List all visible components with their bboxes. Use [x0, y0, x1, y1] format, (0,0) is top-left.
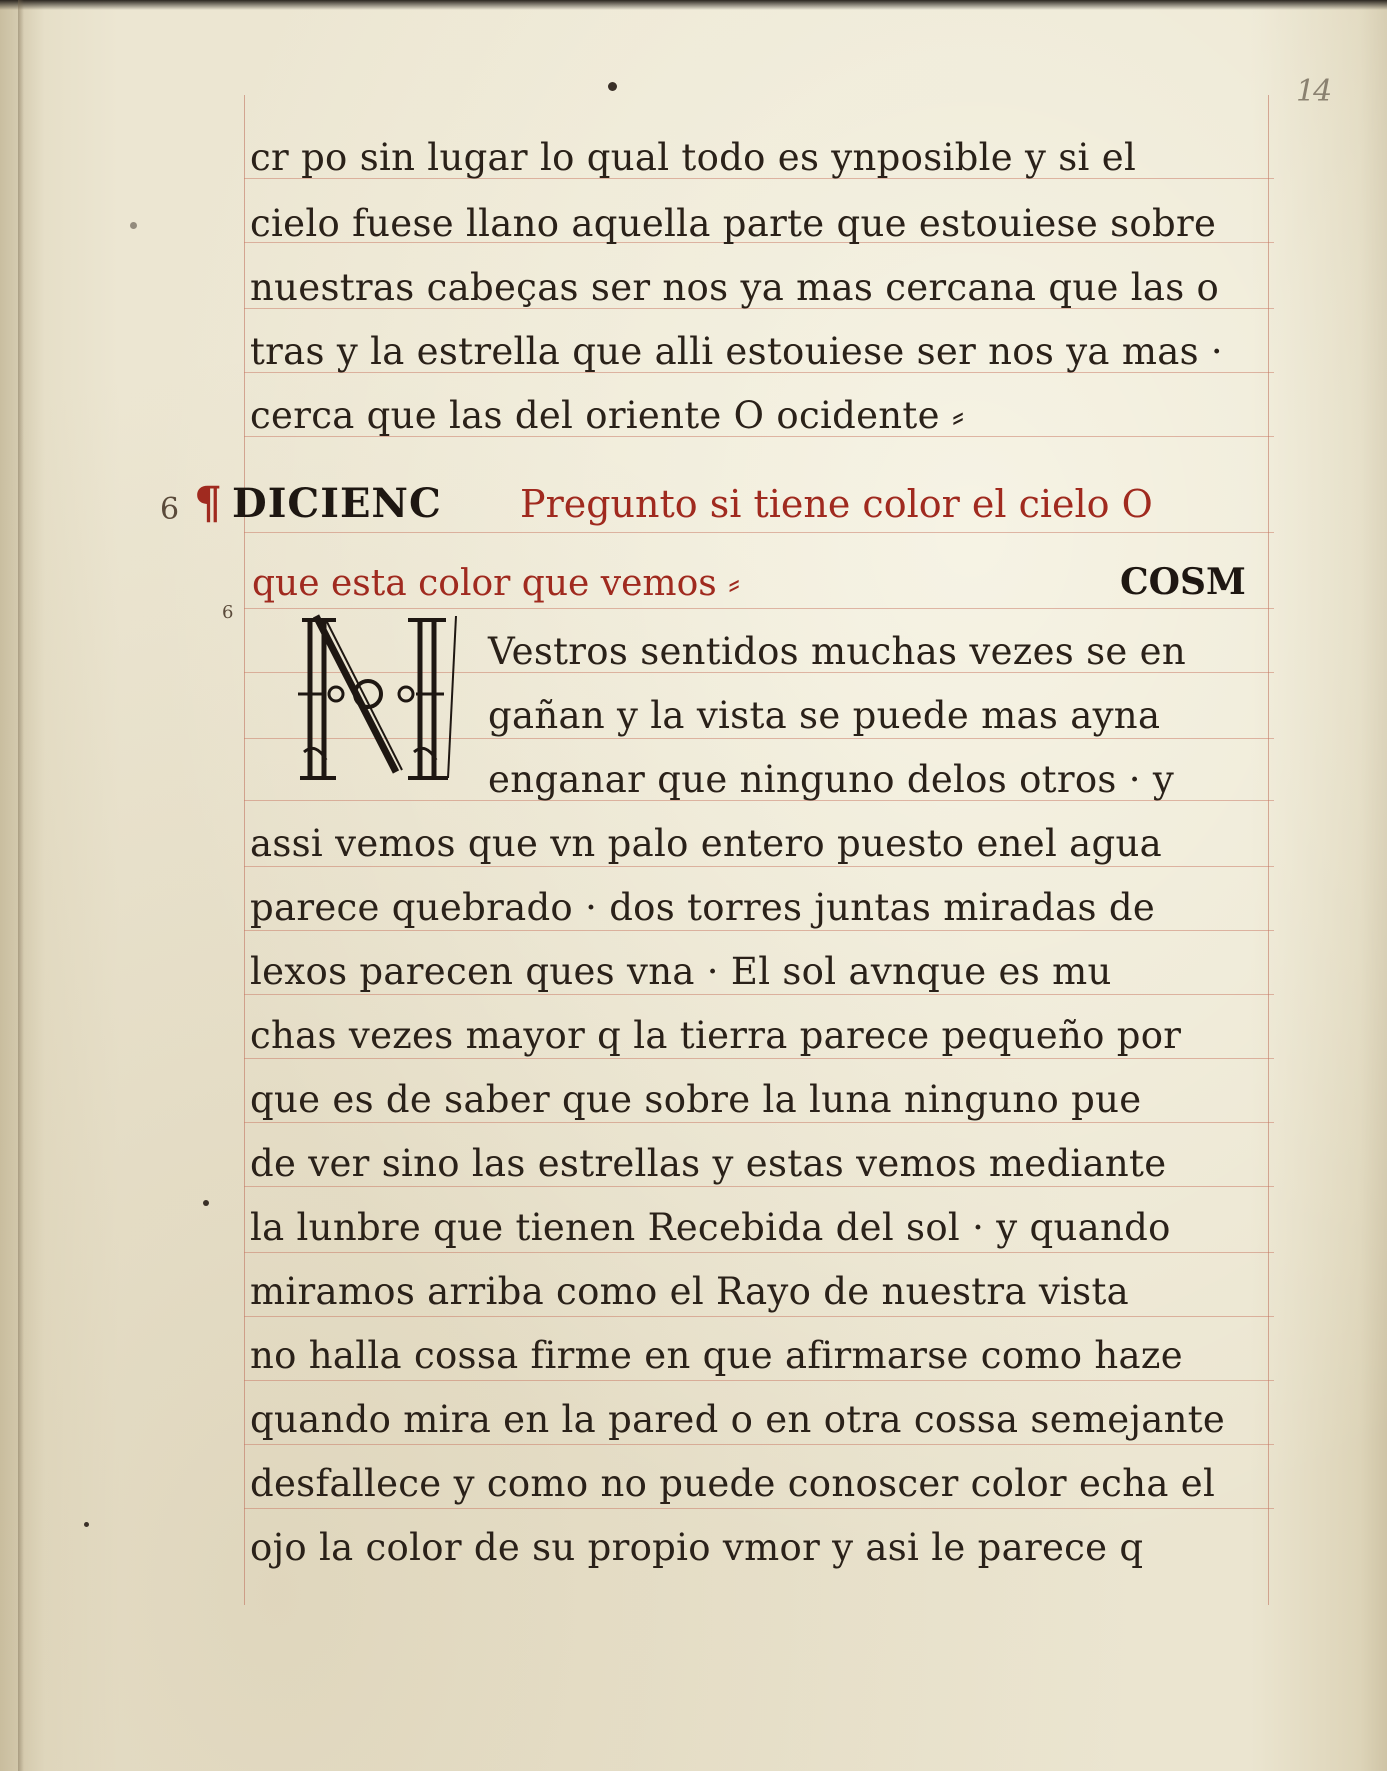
text-line: tras y la estrella que alli estouiese ser nos ya mas · [250, 330, 1223, 373]
pilcrow-mark: ¶ [194, 478, 222, 529]
text-line: cielo fuese llano aquella parte que estouiese sobre [250, 202, 1217, 245]
text-line: assi vemos que vn palo entero puesto enel agua [250, 822, 1162, 865]
page-top-edge [0, 0, 1387, 10]
decorated-initial [296, 602, 466, 792]
ruling-left [244, 95, 245, 1605]
text-line: enganar que ninguno delos otros · y [488, 758, 1175, 801]
speaker-name: DICIENC [232, 480, 442, 527]
ink-dot [608, 82, 617, 91]
folio-number: 14 [1296, 74, 1331, 109]
margin-number: 6 [160, 492, 180, 527]
ink-dot [84, 1522, 89, 1527]
text-line: nuestras cabeças ser nos ya mas cercana que las o [250, 266, 1220, 309]
ink-dot [203, 1200, 209, 1206]
ink-dot [130, 222, 137, 229]
text-line: chas vezes mayor q la tierra parece pequeño por [250, 1014, 1182, 1057]
text-line: ojo la color de su propio vmor y asi le parece q [250, 1526, 1144, 1569]
text-line: lexos parecen ques vna · El sol avnque es mu [250, 950, 1112, 993]
text-line: de ver sino las estrellas y estas vemos mediante [250, 1142, 1167, 1185]
text-line: la lunbre que tienen Recebida del sol · y quando [250, 1206, 1171, 1249]
text-line: parece quebrado · dos torres juntas miradas de [250, 886, 1156, 929]
text-line: gañan y la vista se puede mas ayna [488, 694, 1161, 737]
text-line: desfallece y como no puede conoscer color echa el [250, 1462, 1216, 1505]
initial-n-icon [296, 602, 466, 792]
rubric-question-continued: que esta color que vemos ⸗ [252, 563, 741, 604]
text-line: cr po sin lugar lo qual todo es ynposible y si el [250, 136, 1137, 179]
text-line: Vestros sentidos muchas vezes se en [488, 630, 1186, 673]
text-line: miramos arriba como el Rayo de nuestra vista [250, 1270, 1129, 1313]
gutter-fold [18, 0, 24, 1771]
answer-speaker-name: COSM [1120, 561, 1246, 603]
text-line: quando mira en la pared o en otra cossa semejante [250, 1398, 1226, 1441]
margin-number: 6 [222, 602, 234, 623]
text-line: no halla cossa firme en que afirmarse como haze [250, 1334, 1183, 1377]
text-line: que es de saber que sobre la luna ninguno pue [250, 1078, 1142, 1121]
text-line: cerca que las del oriente O ocidente ⸗ [250, 394, 965, 437]
rubric-question: Pregunto si tiene color el cielo O [520, 482, 1153, 526]
